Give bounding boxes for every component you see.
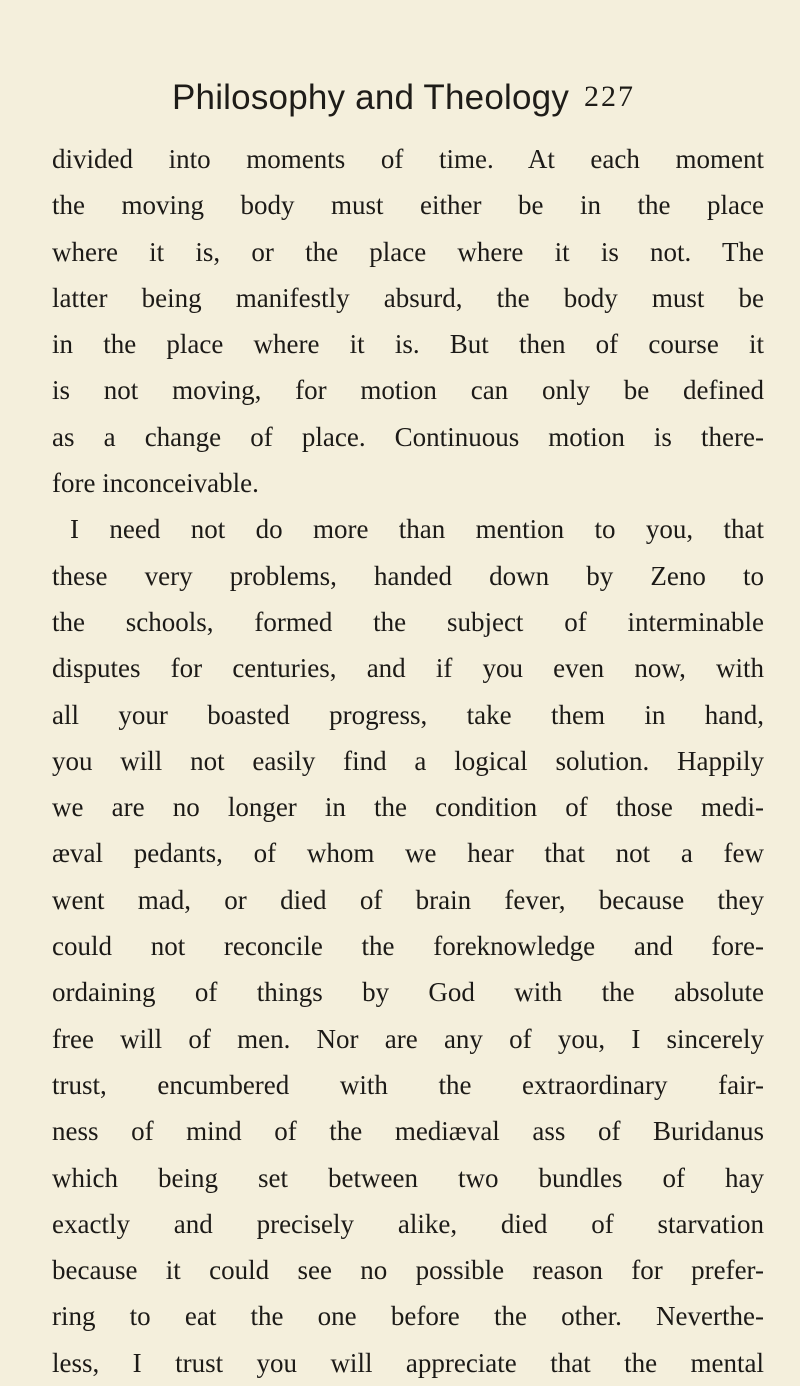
text-line: æval pedants, of whom we hear that not a few [52,838,764,869]
body-text [52,136,764,1386]
text-line: disputes for centuries, and if you even now, with [52,653,764,684]
text-line: the schools, formed the subject of interminable [52,606,764,637]
text-line: all your boasted progress, take them in hand, [52,699,764,730]
text-line: I need not do more than mention to you, that [70,514,764,545]
text-line: ordaining of things by God with the absolute [52,977,764,1008]
text-line: you will not easily find a logical solution. Happily [52,745,764,776]
text-line: trust, encumbered with the extraordinary fair- [52,1069,764,1100]
page-number: 227 [584,80,635,113]
text-line: we are no longer in the condition of those medi- [52,792,764,823]
text-line: less, I trust you will appreciate that the mental [52,1347,764,1378]
chapter-title: Philosophy and Theology [172,78,570,117]
text-line: divided into moments of time. At each moment [52,144,764,174]
text-line: is not moving, for motion can only be defined [52,375,764,406]
text-line: could not reconcile the foreknowledge and fore- [52,931,764,962]
text-line: free will of men. Nor are any of you, I sincerely [52,1023,764,1054]
text-line: ness of mind of the mediæval ass of Buridanus [52,1116,764,1147]
text-line: ring to eat the one before the other. Neverthe- [52,1301,764,1332]
text-line: the moving body must either be in the place [52,190,764,221]
text-line: in the place where it is. But then of course it [52,329,764,360]
text-line: which being set between two bundles of hay [52,1162,764,1193]
text-line: as a change of place. Continuous motion is there- [52,421,764,452]
text-line: fore inconceivable. [52,468,259,499]
text-line: because it could see no possible reason for prefer- [52,1255,764,1286]
text-line: went mad, or died of brain fever, because they [52,884,764,915]
text-line: where it is, or the place where it is not. The [52,236,764,267]
text-line: these very problems, handed down by Zeno to [52,560,764,591]
text-line: latter being manifestly absurd, the body must be [52,282,764,313]
running-head [172,78,652,128]
text-line: exactly and precisely alike, died of starvation [52,1208,764,1239]
